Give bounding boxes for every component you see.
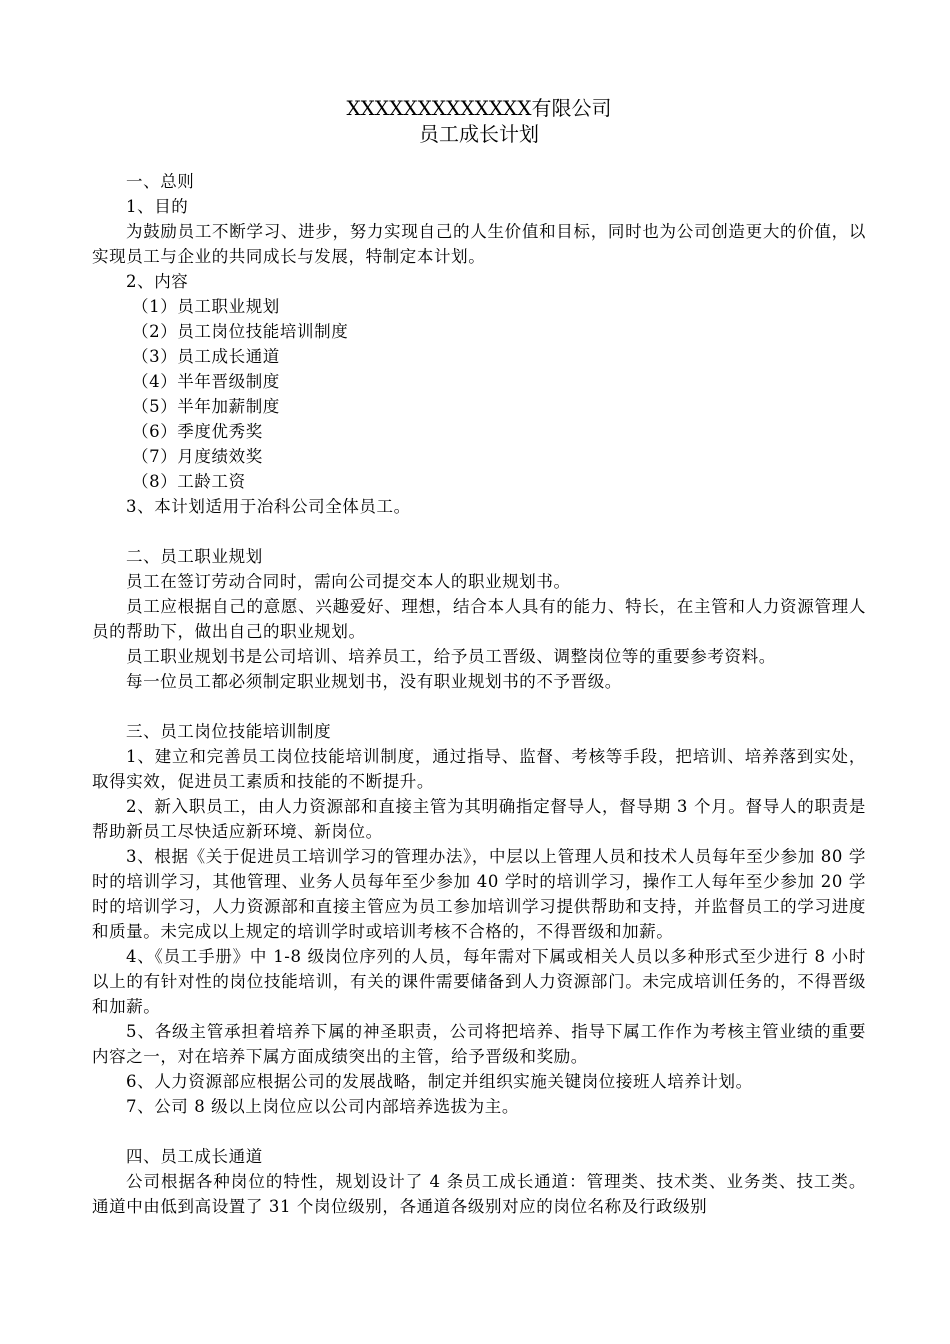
paragraph: 员工在签订劳动合同时，需向公司提交本人的职业规划书。 <box>126 572 571 591</box>
list-item: （3）员工成长通道 <box>132 347 280 366</box>
list-item: （8）工龄工资 <box>132 472 246 491</box>
paragraph: 1、建立和完善员工岗位技能培训制度，通过指导、监督、考核等手段，把培训、培养落到实处，取得实效，促进员工素质和技能的不断提升。 <box>92 747 866 791</box>
section-spacer <box>92 1119 866 1144</box>
section-heading-skill-training: 三、员工岗位技能培训制度 <box>126 722 332 741</box>
paragraph: 5、各级主管承担着培养下属的神圣职责，公司将把培养、指导下属工作作为考核主管业绩的重要内容之一，对在培养下属方面成绩突出的主管，给予晋级和奖励。 <box>92 1022 866 1066</box>
paragraph-purpose: 为鼓励员工不断学习、进步，努力实现自己的人生价值和目标，同时也为公司创造更大的价值，以实现员工与企业的共同成长与发展，特制定本计划。 <box>92 222 866 266</box>
section-spacer <box>92 519 866 544</box>
paragraph: 3、根据《关于促进员工培训学习的管理办法》，中层以上管理人员和技术人员每年至少参加 80 学时的培训学习，其他管理、业务人员每年至少参加 40 学时的培训学习，操作工人每年至少参加 20 学时的培训学习，人力资源部和直接主管应为员工参加培训学习提供帮助和支持，并监督员工的学习进度和质量。未完成以上规定的培训学时或培训考核不合格的，不得晋级和加薪。 <box>92 847 866 941</box>
paragraph: 员工职业规划书是公司培训、培养员工，给予员工晋级、调整岗位等的重要参考资料。 <box>126 647 776 666</box>
paragraph: 6、人力资源部应根据公司的发展战略，制定并组织实施关键岗位接班人培养计划。 <box>126 1072 753 1091</box>
paragraph: 公司根据各种岗位的特性，规划设计了 4 条员工成长通道：管理类、技术类、业务类、技工类。通道中由低到高设置了 31 个岗位级别，各通道各级别对应的岗位名称及行政级别 <box>92 1172 866 1216</box>
document-title: 员工成长计划 <box>419 122 539 146</box>
paragraph: 2、新入职员工，由人力资源部和直接主管为其明确指定督导人，督导期 3 个月。督导人的职责是帮助新员工尽快适应新环境、新岗位。 <box>92 797 866 841</box>
list-item: （1）员工职业规划 <box>132 297 280 316</box>
list-item: （4）半年晋级制度 <box>132 372 280 391</box>
document-body <box>92 169 866 1219</box>
paragraph: 7、公司 8 级以上岗位应以公司内部培养选拔为主。 <box>126 1097 519 1116</box>
section-heading-general: 一、总则 <box>126 172 195 191</box>
section-heading-growth-channel: 四、员工成长通道 <box>126 1147 263 1166</box>
company-name: XXXXXXXXXXXXX有限公司 <box>346 96 612 120</box>
list-item: （6）季度优秀奖 <box>132 422 263 441</box>
paragraph-scope: 3、本计划适用于冶科公司全体员工。 <box>126 497 411 516</box>
paragraph: 员工应根据自己的意愿、兴趣爱好、理想，结合本人具有的能力、特长，在主管和人力资源管理人员的帮助下，做出自己的职业规划。 <box>92 597 866 641</box>
list-item: （2）员工岗位技能培训制度 <box>132 322 349 341</box>
paragraph: 每一位员工都必须制定职业规划书，没有职业规划书的不予晋级。 <box>126 672 622 691</box>
title-block <box>92 95 866 147</box>
section-spacer <box>92 694 866 719</box>
section-heading-career-planning: 二、员工职业规划 <box>126 547 263 566</box>
document-page <box>92 95 866 1219</box>
subheading-contents: 2、内容 <box>126 272 189 291</box>
list-item: （7）月度绩效奖 <box>132 447 263 466</box>
paragraph: 4、《员工手册》中 1-8 级岗位序列的人员，每年需对下属或相关人员以多种形式至少进行 8 小时以上的有针对性的岗位技能培训，有关的课件需要储备到人力资源部门。未完成培训任务的，不得晋级和加薪。 <box>92 947 866 1016</box>
list-item: （5）半年加薪制度 <box>132 397 280 416</box>
subheading-purpose: 1、目的 <box>126 197 189 216</box>
